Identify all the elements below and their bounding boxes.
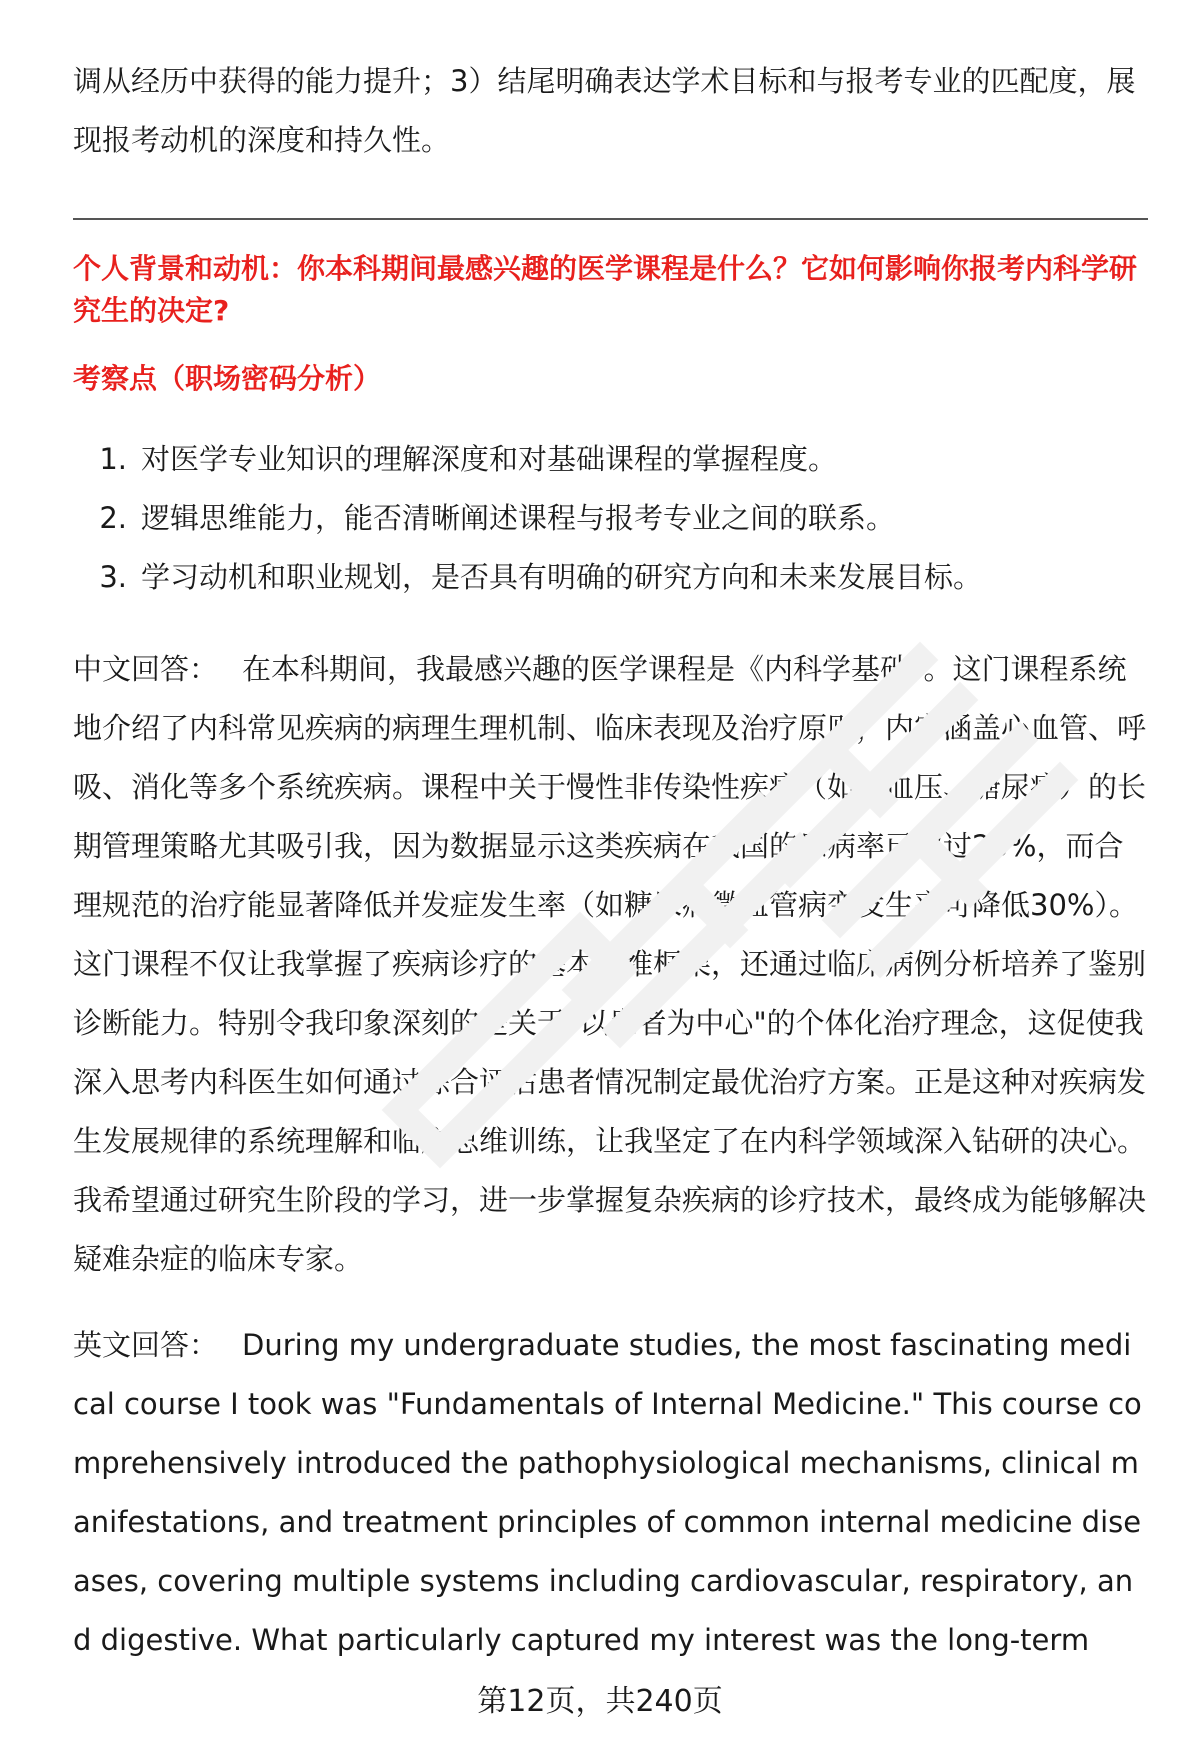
list-item [73, 548, 1148, 607]
list-item-number: 3. [99, 560, 127, 594]
section-divider [73, 218, 1148, 220]
english-answer-paragraph [73, 1316, 1143, 1670]
intro-paragraph: 调从经历中获得的能力提升；3）结尾明确表达学术目标和与报考专业的匹配度，展现报考动机的深度和持久性。 [73, 64, 1136, 157]
list-item-text: 对医学专业知识的理解深度和对基础课程的掌握程度。 [141, 442, 838, 476]
assessment-points-list [73, 430, 1148, 607]
list-item-number: 1. [99, 442, 127, 476]
chinese-answer-paragraph [73, 640, 1148, 1289]
list-item-text: 学习动机和职业规划，是否具有明确的研究方向和未来发展目标。 [141, 560, 983, 594]
list-item [73, 489, 1148, 548]
question-heading: 个人背景和动机：你本科期间最感兴趣的医学课程是什么？它如何影响你报考内科学研究生的决定? [73, 252, 1138, 327]
page-number-footer: 第12页，共240页 [477, 1684, 723, 1719]
chinese-answer-label: 中文回答： [73, 652, 219, 686]
list-item-number: 2. [99, 501, 127, 535]
english-answer-label: 英文回答： [73, 1328, 219, 1362]
chinese-answer-text: 在本科期间，我最感兴趣的医学课程是《内科学基础》。这门课程系统地介绍了内科常见疾病的病理生理机制、临床表现及治疗原则，内容涵盖心血管、呼吸、消化等多个系统疾病。课程中关于慢性非传染性疾病（如高血压、糖尿病）的长期管理策略尤其吸引我，因为数据显示这类疾病在我国的患病率已超过25%，而合理规范的治疗能显著降低并发症发生率（如糖尿病微血管病变发生率可降低30%）。这门课程不仅让我掌握了疾病诊疗的基本思维框架，还通过临床病例分析培养了鉴别诊断能力。特别令我印象深刻的是关于"以患者为中心"的个体化治疗理念，这促使我深入思考内科医生如何通过综合评估患者情况制定最优治疗方案。正是这种对疾病发生发展规律的系统理解和临床思维训练，让我坚定了在内科学领域深入钻研的决心。我希望通过研究生阶段的学习，进一步掌握复杂疾病的诊疗技术，最终成为能够解决疑难杂症的临床专家。 [73, 652, 1147, 1276]
assessment-label: 考察点（职场密码分析） [73, 362, 382, 395]
list-item [73, 430, 1148, 489]
list-item-text: 逻辑思维能力，能否清晰阐述课程与报考专业之间的联系。 [141, 501, 896, 535]
english-answer-text: During my undergraduate studies, the most fascinating medical course I took was "Fundamentals of Internal Medicine." This course comprehensively introduced the pathophysiological mechanisms, clinical manifestations, and treatment principles of common internal medicine diseases, covering multiple systems including cardiovascular, respiratory, and digestive. What particularly captured my interest was the long-term [73, 1328, 1142, 1657]
